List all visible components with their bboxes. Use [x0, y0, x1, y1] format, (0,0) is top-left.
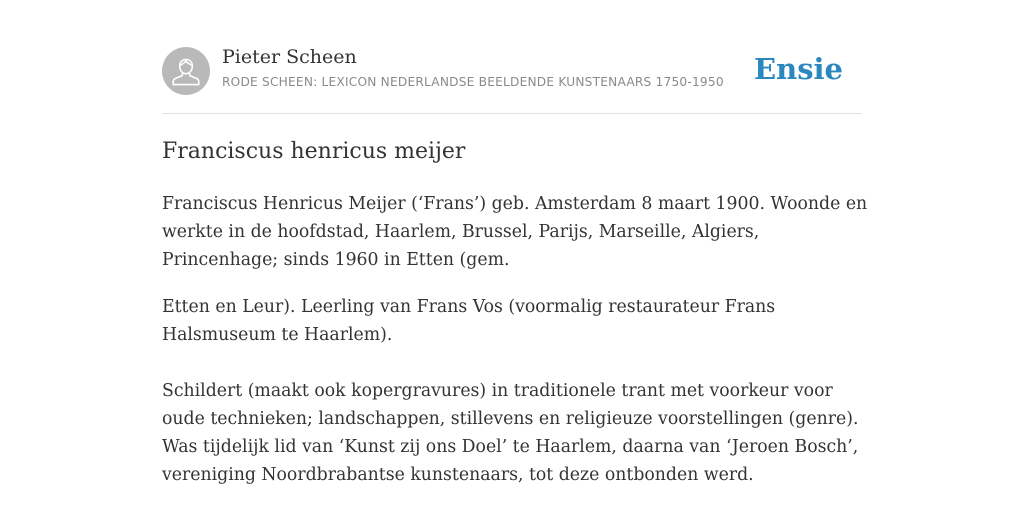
entry-header: [162, 46, 862, 114]
user-avatar-icon: [162, 47, 210, 95]
author-name[interactable]: Pieter Scheen: [222, 46, 357, 68]
entry-title: Franciscus henricus meijer: [162, 139, 466, 164]
body-paragraph-3: Schildert (maakt ook kopergravures) in traditionele trant met voorkeur voor oude technieken; landschappen, stillevens en religieuze voorstellingen (genre). Was tijdelijk lid van ‘Kunst zij ons Doel’ te Haarlem, daarna van ‘Jeroen Bosch’, vereniging Noordbrabantse kunstenaars, tot deze ontbonden werd.: [162, 381, 859, 485]
entry-body: [162, 190, 872, 508]
author-avatar[interactable]: [162, 47, 210, 95]
body-paragraph-2: Etten en Leur). Leerling van Frans Vos (voormalig restaurateur Frans Halsmuseum te Haarlem).: [162, 297, 776, 345]
source-title[interactable]: RODE SCHEEN: LEXICON NEDERLANDSE BEELDENDE KUNSTENAARS 1750-1950: [222, 75, 724, 89]
ensie-logo-link[interactable]: Ensie: [754, 52, 843, 86]
body-paragraph-1: Franciscus Henricus Meijer (‘Frans’) geb. Amsterdam 8 maart 1900. Woonde en werkte in de hoofdstad, Haarlem, Brussel, Parijs, Marseille, Algiers, Princenhage; sinds 1960 in Etten (gem.: [162, 194, 868, 270]
